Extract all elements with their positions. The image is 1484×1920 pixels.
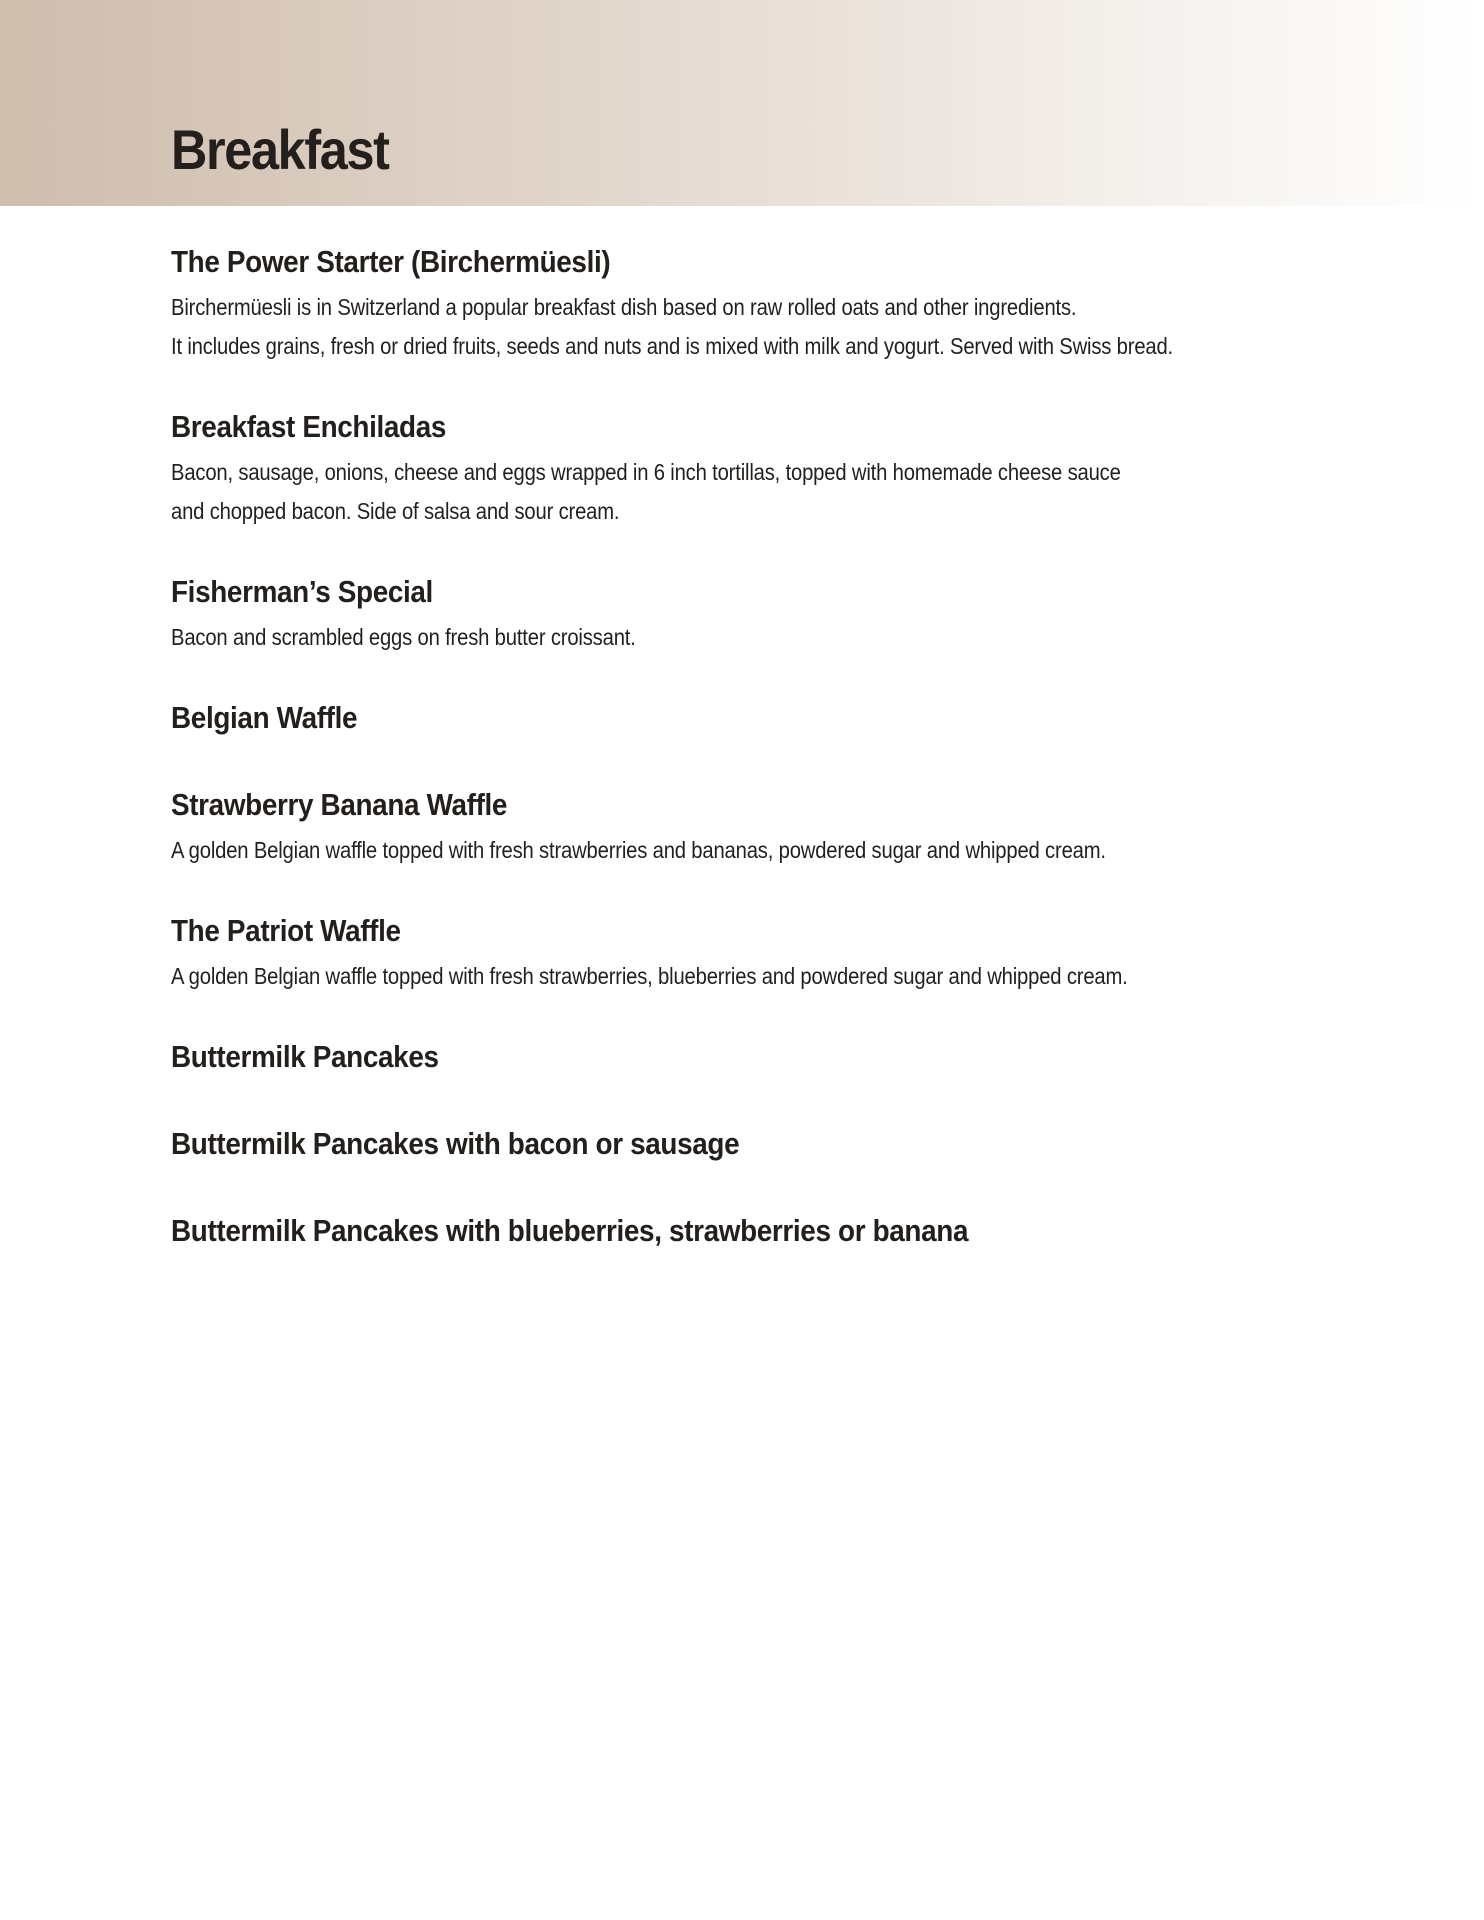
menu-list xyxy=(171,236,1351,1292)
menu-item-name: The Patriot Waffle xyxy=(171,913,401,948)
menu-item xyxy=(171,566,1351,657)
menu-item xyxy=(171,779,1351,870)
menu-item xyxy=(171,692,1351,744)
menu-item-name: Buttermilk Pancakes with blueberries, strawberries or banana xyxy=(171,1213,969,1248)
menu-item-description: It includes grains, fresh or dried fruits, seeds and nuts and is mixed with milk and yogurt. Served with Swiss bread. xyxy=(171,333,1174,359)
menu-item-name: Strawberry Banana Waffle xyxy=(171,787,508,822)
menu-item-name: The Power Starter (Birchermüesli) xyxy=(171,244,611,279)
menu-item-description: Birchermüesli is in Switzerland a popular breakfast dish based on raw rolled oats and other ingredients. xyxy=(171,294,1077,320)
menu-item xyxy=(171,1118,1351,1170)
page-title: Breakfast xyxy=(171,118,389,181)
menu-item-description: A golden Belgian waffle topped with fresh strawberries, blueberries and powdered sugar and whipped cream. xyxy=(171,963,1128,989)
menu-item xyxy=(171,401,1351,531)
header-band xyxy=(0,0,1484,206)
menu-item xyxy=(171,1205,1351,1257)
menu-item-name: Belgian Waffle xyxy=(171,700,358,735)
menu-item xyxy=(171,905,1351,996)
menu-item-description: and chopped bacon. Side of salsa and sour cream. xyxy=(171,498,620,524)
menu-item xyxy=(171,1031,1351,1083)
menu-item-name: Fisherman’s Special xyxy=(171,574,433,609)
menu-item-description: Bacon and scrambled eggs on fresh butter croissant. xyxy=(171,624,636,650)
menu-item-description: A golden Belgian waffle topped with fresh strawberries and bananas, powdered sugar and whipped cream. xyxy=(171,837,1106,863)
menu-item-name: Buttermilk Pancakes with bacon or sausage xyxy=(171,1126,740,1161)
menu-item-name: Breakfast Enchiladas xyxy=(171,409,447,444)
menu-item-name: Buttermilk Pancakes xyxy=(171,1039,439,1074)
menu-item xyxy=(171,236,1351,366)
menu-item-description: Bacon, sausage, onions, cheese and eggs wrapped in 6 inch tortillas, topped with homemade cheese sauce xyxy=(171,459,1121,485)
